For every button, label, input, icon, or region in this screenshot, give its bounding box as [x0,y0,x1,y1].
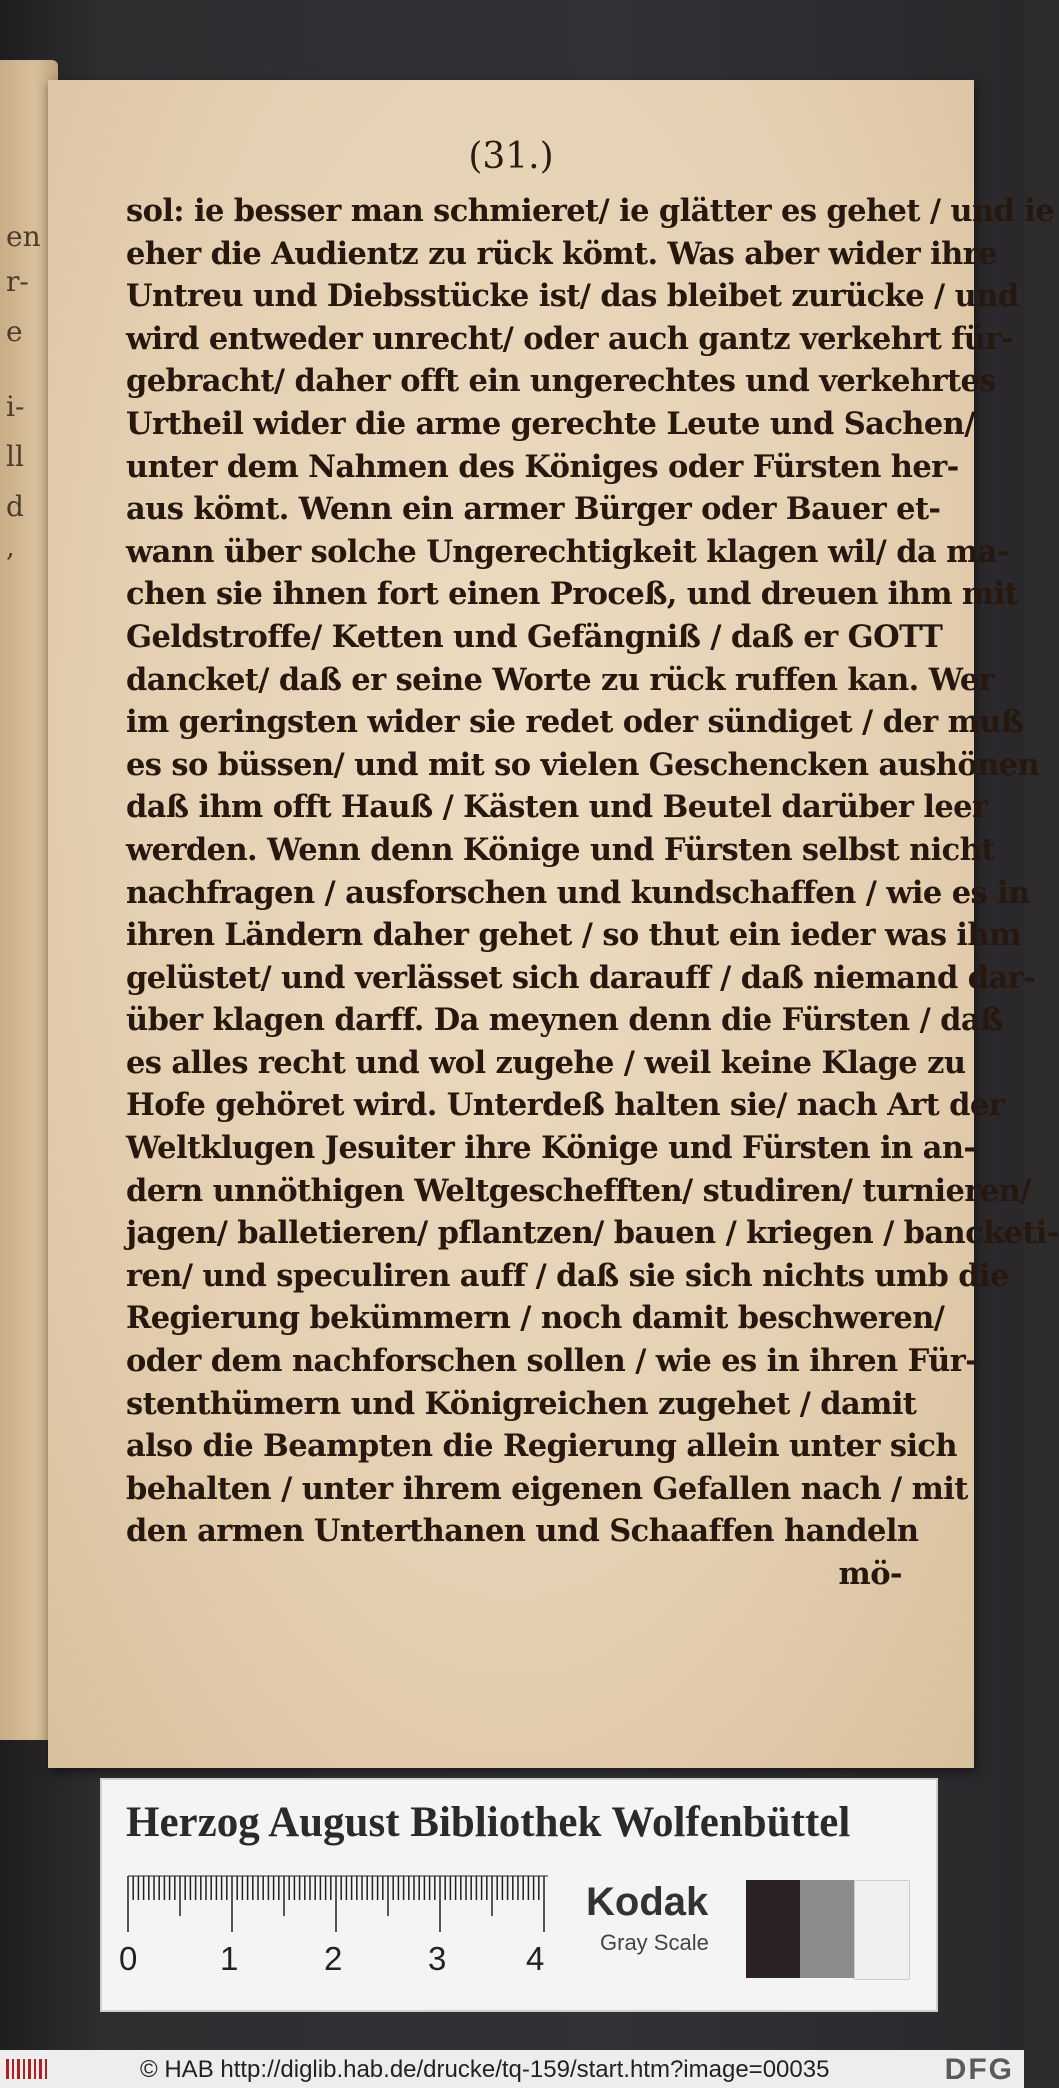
text-line: gebracht/ daher offt ein ungerechtes und verkehrtes [126,363,996,400]
text-line: Urtheil wider die arme gerechte Leute und Sachen/ [126,405,975,442]
text-line: chen sie ihnen fort einen Proceß, und dreuen ihm mit [126,576,1019,613]
kodak-logo-text: Kodak [586,1880,709,1924]
left-page-fragment: d [6,490,24,523]
text-line: also die Beampten die Regierung allein unter sich [126,1428,957,1465]
text-line: werden. Wenn denn Könige und Fürsten selbst nicht [126,831,995,868]
ruler-number: 1 [220,1940,239,1977]
text-line: jagen/ balletieren/ pflantzen/ bauen / kriegen / bancketi- [126,1215,1059,1252]
footer-bar [0,2050,1024,2088]
left-page-fragment: r- [6,265,29,298]
gray-swatch-dark [746,1880,800,1978]
text-line: eher die Audientz zu rück kömt. Was aber wider ihre [126,235,997,272]
page-number: (31.) [468,136,554,177]
left-page-fragment: , [6,530,15,563]
text-line: ihren Ländern daher gehet / so thut ein ieder was ihm [126,917,1021,954]
text-line: Untreu und Diebsstücke ist/ das bleibet zurücke / und [126,278,1019,315]
scale-ruler [128,1872,548,1932]
ruler-number: 4 [526,1940,545,1977]
text-line: gelüstet/ und verlässet sich darauff / daß niemand dar- [126,959,1036,996]
text-line: unter dem Nahmen des Königes oder Fürsten her- [126,448,959,485]
text-line: stenthümern und Königreichen zugehet / damit [126,1385,917,1422]
gray-swatch-light [854,1880,910,1980]
text-line: Hofe gehöret wird. Unterdeß halten sie/ nach Art der [126,1087,1005,1124]
left-page-fragment: en [6,220,41,253]
library-title: Herzog August Bibliothek Wolfenbüttel [126,1799,851,1846]
left-page-fragment: ll [6,440,24,473]
text-line: Regierung bekümmern / noch damit beschweren/ [126,1300,945,1337]
text-line: nachfragen / ausforschen und kundschaffen / wie es in [126,874,1030,911]
gray-swatch-mid [800,1880,854,1978]
left-page-fragment: i- [6,390,25,423]
dfg-logo: DFG [944,2053,1014,2086]
text-line: daß ihm offt Hauß / Kästen und Beutel darüber leer [126,789,988,826]
text-line: es alles recht und wol zugehe / weil keine Klage zu [126,1044,966,1081]
text-line: wann über solche Ungerechtigkeit klagen wil/ da ma- [126,533,1010,570]
library-label-card [100,1778,938,2012]
ruler-number: 3 [428,1940,447,1977]
text-line: wird entweder unrecht/ oder auch gantz verkehrt für- [126,320,1013,357]
text-line: oder dem nachforschen sollen / wie es in ihren Für- [126,1343,978,1380]
page-text [126,190,1059,1596]
ruler-number: 2 [324,1940,343,1977]
ruler-number: 0 [119,1940,138,1977]
text-line: im geringsten wider sie redet oder sündiget / der muß [126,704,1024,741]
text-line: ren/ und speculiren auff / daß sie sich nichts umb die [126,1257,1009,1294]
text-line: es so büssen/ und mit so vielen Geschencken aushönen [126,746,1040,783]
left-page-fragment: e [6,315,23,348]
text-line: den armen Unterthanen und Schaaffen handeln [126,1513,919,1550]
barcode-icon [6,2059,50,2079]
kodak-subtitle: Gray Scale [600,1930,709,1955]
book-page [48,80,1059,1768]
text-line: behalten / unter ihrem eigenen Gefallen nach / mit [126,1470,968,1507]
text-line: Geldstroffe/ Ketten und Gefängniß / daß er GOTT [126,618,943,655]
text-line: dern unnöthigen Weltgeschefften/ studiren/ turnieren/ [126,1172,1031,1209]
catchword: mö- [838,1556,902,1592]
copyright-url[interactable]: © HAB http://diglib.hab.de/drucke/tq-159/start.htm?image=00035 [140,2056,830,2083]
text-line: dancket/ daß er seine Worte zu rück ruffen kan. Wer [126,661,995,698]
text-line: aus kömt. Wenn ein armer Bürger oder Bauer et- [126,491,941,528]
text-line: sol: ie besser man schmieret/ ie glätter es gehet / und ie [126,193,1055,229]
text-line: Weltklugen Jesuiter ihre Könige und Fürsten in an- [126,1130,976,1167]
text-line: über klagen darff. Da meynen denn die Fürsten / daß [126,1002,1003,1039]
